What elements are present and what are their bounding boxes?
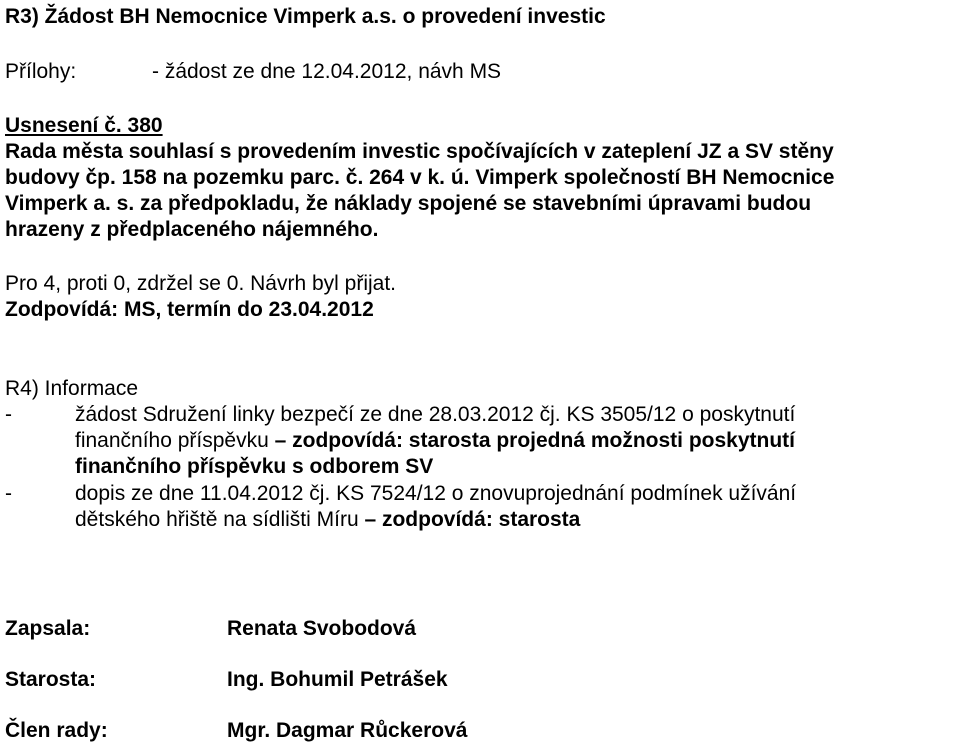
recorder-label: Zapsala: [5, 617, 91, 640]
info-item-1-line-2 [75, 428, 795, 454]
resolution-text-line-1: Rada města souhlasí s provedením investic spočívajících v zateplení JZ a SV stěny [5, 140, 834, 163]
info-item-1-line-1: žádost Sdružení linky bezpečí ze dne 28.03.2012 čj. KS 3505/12 o poskytnutí [75, 403, 796, 426]
list-bullet: - [5, 482, 12, 505]
r3-heading: R3) Žádost BH Nemocnice Vimperk a.s. o provedení investic [5, 5, 606, 28]
info-item-2-line-1: dopis ze dne 11.04.2012 čj. KS 7524/12 o znovuprojednání podmínek užívání [75, 482, 797, 505]
list-bullet: - [5, 403, 12, 426]
attachments-value: - žádost ze dne 12.04.2012, návh MS [152, 60, 502, 83]
council-member-name: Mgr. Dagmar Růckerová [227, 719, 468, 742]
info-item-2-line-2 [75, 507, 580, 533]
r4-heading: R4) Informace [5, 377, 139, 400]
council-member-label: Člen rady: [5, 719, 108, 742]
vote-result: Pro 4, proti 0, zdržel se 0. Návrh byl přijat. [5, 272, 396, 295]
info-item-1-text: finančního příspěvku [75, 429, 275, 452]
attachments-label: Přílohy: [5, 60, 77, 83]
resolution-text-line-3: Vimperk a. s. za předpokladu, že náklady spojené se stavebními úpravami budou [5, 192, 812, 215]
info-item-2-text: dětského hřiště na sídlišti Míru [75, 508, 365, 531]
mayor-name: Ing. Bohumil Petrášek [227, 668, 448, 691]
info-item-1-responsible: – zodpovídá: starosta projedná možnosti poskytnutí [274, 429, 796, 452]
info-item-2-responsible: – zodpovídá: starosta [364, 508, 581, 531]
recorder-name: Renata Svobodová [227, 617, 417, 640]
resolution-text-line-2: budovy čp. 158 na pozemku parc. č. 264 v k. ú. Vimperk společností BH Nemocnice [5, 166, 835, 189]
resolution-number: Usnesení č. 380 [5, 114, 163, 137]
info-item-1-line-3: finančního příspěvku s odborem SV [75, 455, 434, 478]
resolution-text-line-4: hrazeny z předplaceného nájemného. [5, 218, 379, 241]
mayor-label: Starosta: [5, 668, 97, 691]
responsible-person: Zodpovídá: MS, termín do 23.04.2012 [5, 298, 374, 321]
